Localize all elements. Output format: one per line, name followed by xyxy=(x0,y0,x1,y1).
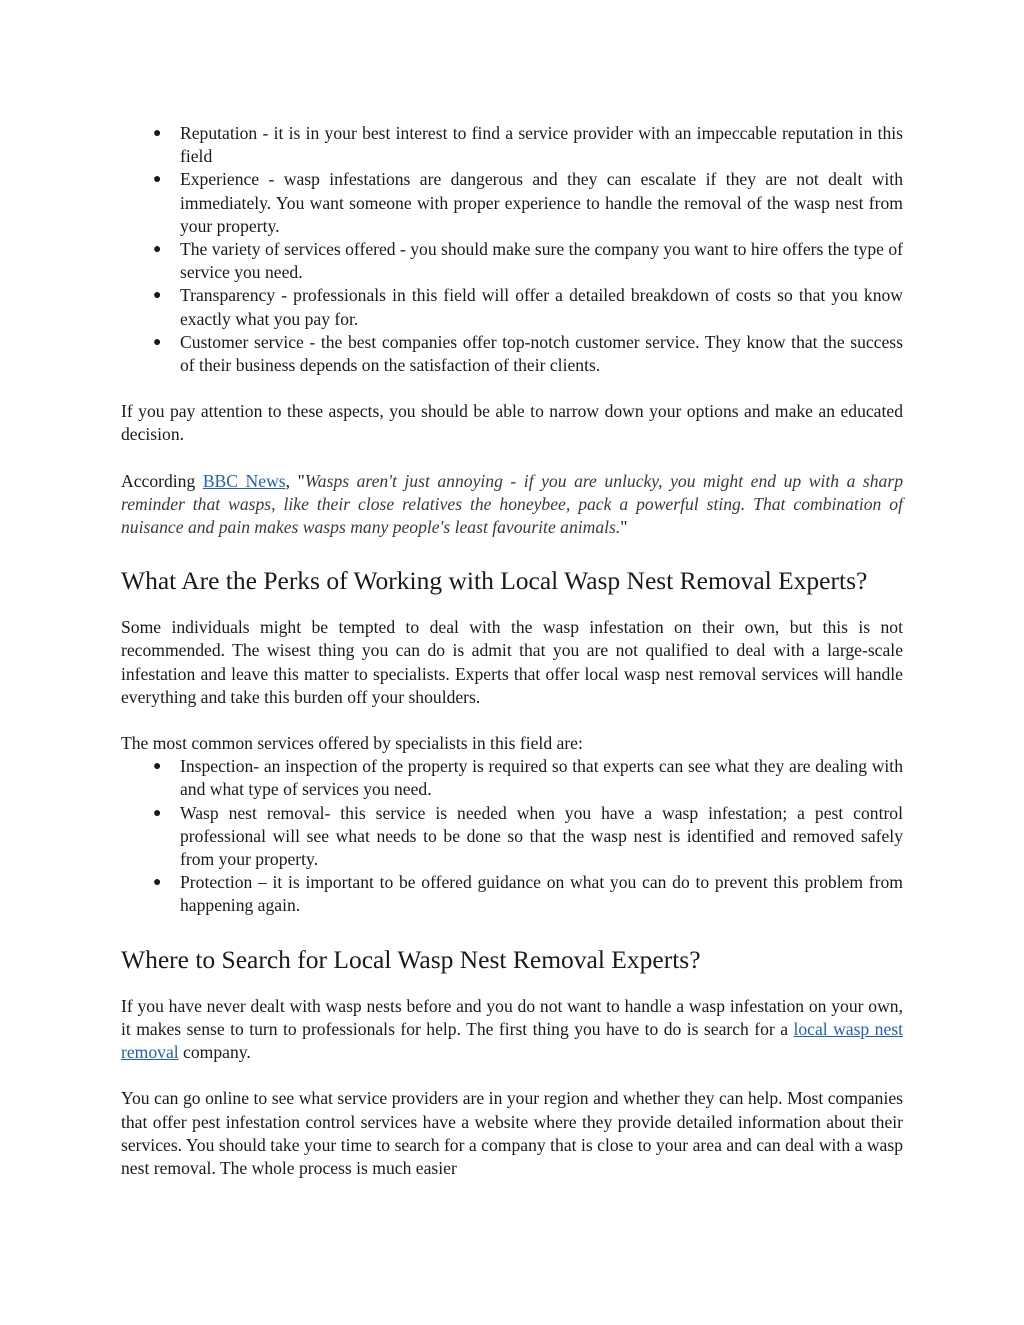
paragraph-individuals: Some individuals might be tempted to deal with the wasp infestation on their own, but this is not recommended. The wisest thing you can do is admit that you are not qualified to deal with a large-scale infestation and leave this matter to specialists. Experts that offer local wasp nest removal services will handle everything and take this burden off your shoulders. xyxy=(121,617,903,707)
list-item xyxy=(121,284,903,330)
list-item xyxy=(121,168,903,238)
bullet-icon: ● xyxy=(153,126,162,141)
quote-italic-text: Wasps aren't just annoying - if you are unlucky, you might end up with a sharp reminder that wasps, like their close relatives the honeybee, pack a powerful sting. That combination of nuisance and pain makes wasps many people's least favourite animals. xyxy=(121,470,903,538)
quote-prefix: According xyxy=(121,470,203,491)
paragraph-search xyxy=(121,995,903,1065)
selection-criteria-list xyxy=(121,122,903,377)
bullet-icon: ● xyxy=(153,288,162,304)
quote-suffix: " xyxy=(620,517,628,538)
list-item xyxy=(121,238,903,284)
bullet-icon: ● xyxy=(153,805,162,821)
list-item-text: Customer service - the best companies offer top-notch customer service. They know that the success of their business depends on the satisfaction of their clients. xyxy=(180,331,903,376)
paragraph-common-services: The most common services offered by specialists in this field are: xyxy=(121,733,583,754)
bullet-icon: ● xyxy=(153,759,162,775)
paragraph-quote xyxy=(121,470,903,540)
bullet-icon: ● xyxy=(153,242,162,258)
search-text-after: company. xyxy=(178,1042,251,1063)
paragraph-aspects: If you pay attention to these aspects, you should be able to narrow down your options and make an educated decision. xyxy=(121,401,903,445)
document-page xyxy=(121,122,903,1180)
list-item-text: Inspection- an inspection of the property is required so that experts can see what they are dealing with and what type of services you need. xyxy=(180,756,903,800)
services-list xyxy=(121,755,903,917)
heading-perks: What Are the Perks of Working with Local Wasp Nest Removal Experts? xyxy=(121,566,868,596)
list-item xyxy=(121,122,903,168)
list-item-text: Protection – it is important to be offered guidance on what you can do to prevent this problem from happening again. xyxy=(180,872,903,916)
list-item xyxy=(121,755,903,801)
list-item-text: The variety of services offered - you should make sure the company you want to hire offers the type of service you need. xyxy=(180,239,903,283)
quote-mid: , " xyxy=(285,470,305,491)
bbc-news-link[interactable]: BBC News xyxy=(202,470,286,491)
list-item xyxy=(121,802,903,872)
heading-where-to-search: Where to Search for Local Wasp Nest Removal Experts? xyxy=(121,944,701,974)
bullet-icon: ● xyxy=(153,875,162,891)
list-item-text: Transparency - professionals in this field will offer a detailed breakdown of costs so that you know exactly what you pay for. xyxy=(180,285,903,329)
search-text-before: If you have never dealt with wasp nests before and you do not want to handle a wasp infestation on your own, it makes sense to turn to professionals for help. The first thing you have to do is search for a xyxy=(121,995,903,1039)
list-item-text: Wasp nest removal- this service is needed when you have a wasp infestation; a pest control professional will see what needs to be done so that the wasp nest is identified and removed safely from your property. xyxy=(180,802,903,870)
list-item-text: Experience - wasp infestations are dangerous and they can escalate if they are not dealt with immediately. You want someone with proper experience to handle the removal of the wasp nest from your property. xyxy=(180,169,903,236)
paragraph-online: You can go online to see what service providers are in your region and whether they can help. Most companies that offer pest infestation control services have a website where they provide detailed information about their services. You should take your time to search for a company that is close to your area and can deal with a wasp nest removal. The whole process is much easier xyxy=(121,1088,903,1178)
list-item xyxy=(121,331,903,377)
bullet-icon: ● xyxy=(153,334,162,350)
list-item xyxy=(121,871,903,917)
list-item-text: Reputation - it is in your best interest to find a service provider with an impeccable reputation in this field xyxy=(180,123,903,167)
local-wasp-nest-removal-link[interactable]: local wasp nest removal xyxy=(121,1018,903,1063)
bullet-icon: ● xyxy=(153,172,162,188)
